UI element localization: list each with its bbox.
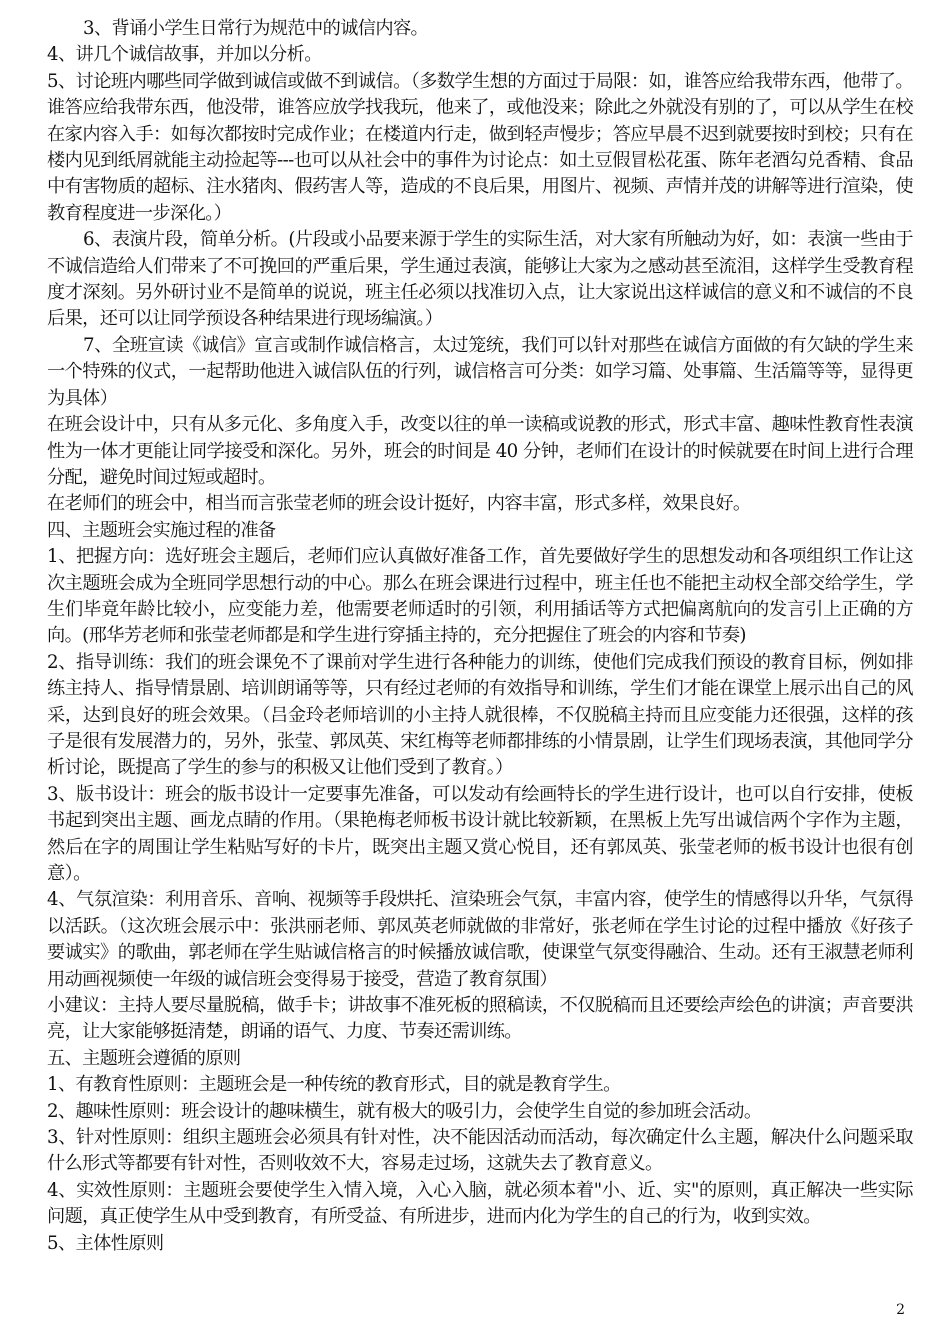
principle-targeted: 3、针对性原则：组织主题班会必须具有针对性，决不能因活动而活动，每次确定什么主题，解决什么问题采取什么形式等都要有针对性，否则收效不大，容易走过场，这就失去了教育意义。: [47, 1127, 913, 1175]
section-heading-5: 五、主题班会遵循的原则: [47, 1047, 241, 1069]
paragraph-item-7: 7、全班宣读《诚信》宣言或制作诚信格言，太过笼统，我们可以针对那些在诚信方面做的有欠缺的学生来一个特殊的仪式，一起帮助他进入诚信队伍的行列，诚信格言可分类：如学习篇、处事篇、生活篇等等，显得更为具体）: [47, 334, 913, 409]
page-number: 2: [896, 1302, 905, 1318]
paragraph-summary: 在班会设计中，只有从多元化、多角度入手，改变以往的单一读稿或说教的形式，形式丰富、趣味性教育性表演性为一体才更能让同学接受和深化。另外，班会的时间是 40 分钟，老师们在设计的时候就要在时间上进行合理分配，避免时间过短或超时。: [47, 414, 913, 488]
paragraph-atmosphere: 4、气氛渲染：利用音乐、音响、视频等手段烘托、渲染班会气氛，丰富内容，使学生的情感得以升华，气氛得以活跃。（这次班会展示中：张洪丽老师、郭凤英老师就做的非常好，张老师在学生讨论的过程中播放《好孩子要诚实》的歌曲，郭老师在学生贴诚信格言的时候播放诚信歌，使课堂气氛变得融洽、生动。还有王淑慧老师利用动画视频使一年级的诚信班会变得易于接受，营造了教育氛围）: [47, 889, 913, 990]
principle-effectiveness: 4、实效性原则：主题班会要使学生入情入境，入心入脑，就必须本着"小、近、实"的原则，真正解决一些实际问题，真正使学生从中受到教育，有所受益、有所进步，进而内化为学生的自己的行为，收到实效。: [47, 1179, 913, 1228]
section-heading-4: 四、主题班会实施过程的准备: [47, 519, 276, 541]
principle-educational: 1、有教育性原则：主题班会是一种传统的教育形式，目的就是教育学生。: [47, 1074, 621, 1096]
principle-subjectivity: 5、主体性原则: [47, 1232, 164, 1254]
paragraph-training: 2、指导训练：我们的班会课免不了课前对学生进行各种能力的训练，使他们完成我们预设的教育目标，例如排练主持人、指导情景剧、培训朗诵等等，只有经过老师的有效指导和训练，学生们才能在课堂上展示出自己的风采，达到良好的班会效果。（吕金玲老师培训的小主持人就很棒，不仅脱稿主持而且应变能力还很强，这样的孩子是很有发展潜力的，另外，张莹、郭凤英、宋红梅等老师都排练的小情景剧，让学生们现场表演，其他同学分析讨论，既提高了学生的参与的积极又让他们受到了教育。）: [47, 651, 913, 779]
paragraph-evaluation: 在老师们的班会中，相当而言张莹老师的班会设计挺好，内容丰富，形式多样，效果良好。: [47, 493, 751, 515]
principle-interest: 2、趣味性原则：班会设计的趣味横生，就有极大的吸引力，会使学生自觉的参加班会活动。: [47, 1100, 762, 1122]
paragraph-item-5: 5、讨论班内哪些同学做到诚信或做不到诚信。（多数学生想的方面过于局限：如，谁答应给我带东西，他带了。谁答应给我带东西，他没带，谁答应放学找我玩，他来了，或他没来；除此之外就没有别的了，可以从学生在校在家内容入手：如每次都按时完成作业；在楼道内行走，做到轻声慢步；答应早晨不迟到就要按时到校；只有在楼内见到纸屑就能主动捡起等---也可以从社会中的事件为讨论点：如土豆假冒松花蛋、陈年老酒勾兑香精、食品中有害物质的超标、注水猪肉、假药害人等，造成的不良后果，用图片、视频、声情并茂的讲解等进行渲染，使教育程度进一步深化。）: [47, 70, 913, 224]
paragraph-board-design: 3、版书设计：班会的版书设计一定要事先准备，可以发动有绘画特长的学生进行设计，也可以自行安排，使板书起到突出主题、画龙点睛的作用。（果艳梅老师板书设计就比较新颖，在黑板上先写出诚信两个字作为主题，然后在字的周围让学生粘贴写好的卡片，既突出主题又赏心悦目，还有郭凤英、张莹老师的板书设计也很有创意）。: [47, 783, 913, 884]
document-body: [47, 16, 913, 1257]
paragraph-item-3: 3、背诵小学生日常行为规范中的诚信内容。: [83, 18, 429, 39]
paragraph-item-6: 6、表演片段，简单分析。(片段或小品要来源于学生的实际生活，对大家有所触动为好，如：表演一些由于不诚信造给人们带来了不可挽回的严重后果，学生通过表演，能够让大家为之感动甚至流泪，这样学生受教育程度才深刻。另外研讨业不是简单的说说，班主任必须以找准切入点，让大家说出这样诚信的意义和不诚信的不良后果，还可以让同学预设各种结果进行现场编演。）: [47, 229, 913, 330]
paragraph-item-4: 4、讲几个诚信故事，并加以分析。: [47, 44, 322, 66]
paragraph-direction: 1、把握方向：选好班会主题后，老师们应认真做好准备工作，首先要做好学生的思想发动和各项组织工作让这次主题班会成为全班同学思想行动的中心。那么在班会课进行过程中，班主任也不能把主动权全部交给学生，学生们毕竟年龄比较小，应变能力差，他需要老师适时的引领，利用插话等方式把偏离航向的发言引上正确的方向。(邢华芳老师和张莹老师都是和学生进行穿插主持的，充分把握住了班会的内容和节奏): [47, 546, 913, 647]
paragraph-suggestion: 小建议：主持人要尽量脱稿，做手卡；讲故事不准死板的照稿读，不仅脱稿而且还要绘声绘色的讲演；声音要洪亮，让大家能够挺清楚，朗诵的语气、力度、节奏还需训练。: [47, 995, 913, 1043]
